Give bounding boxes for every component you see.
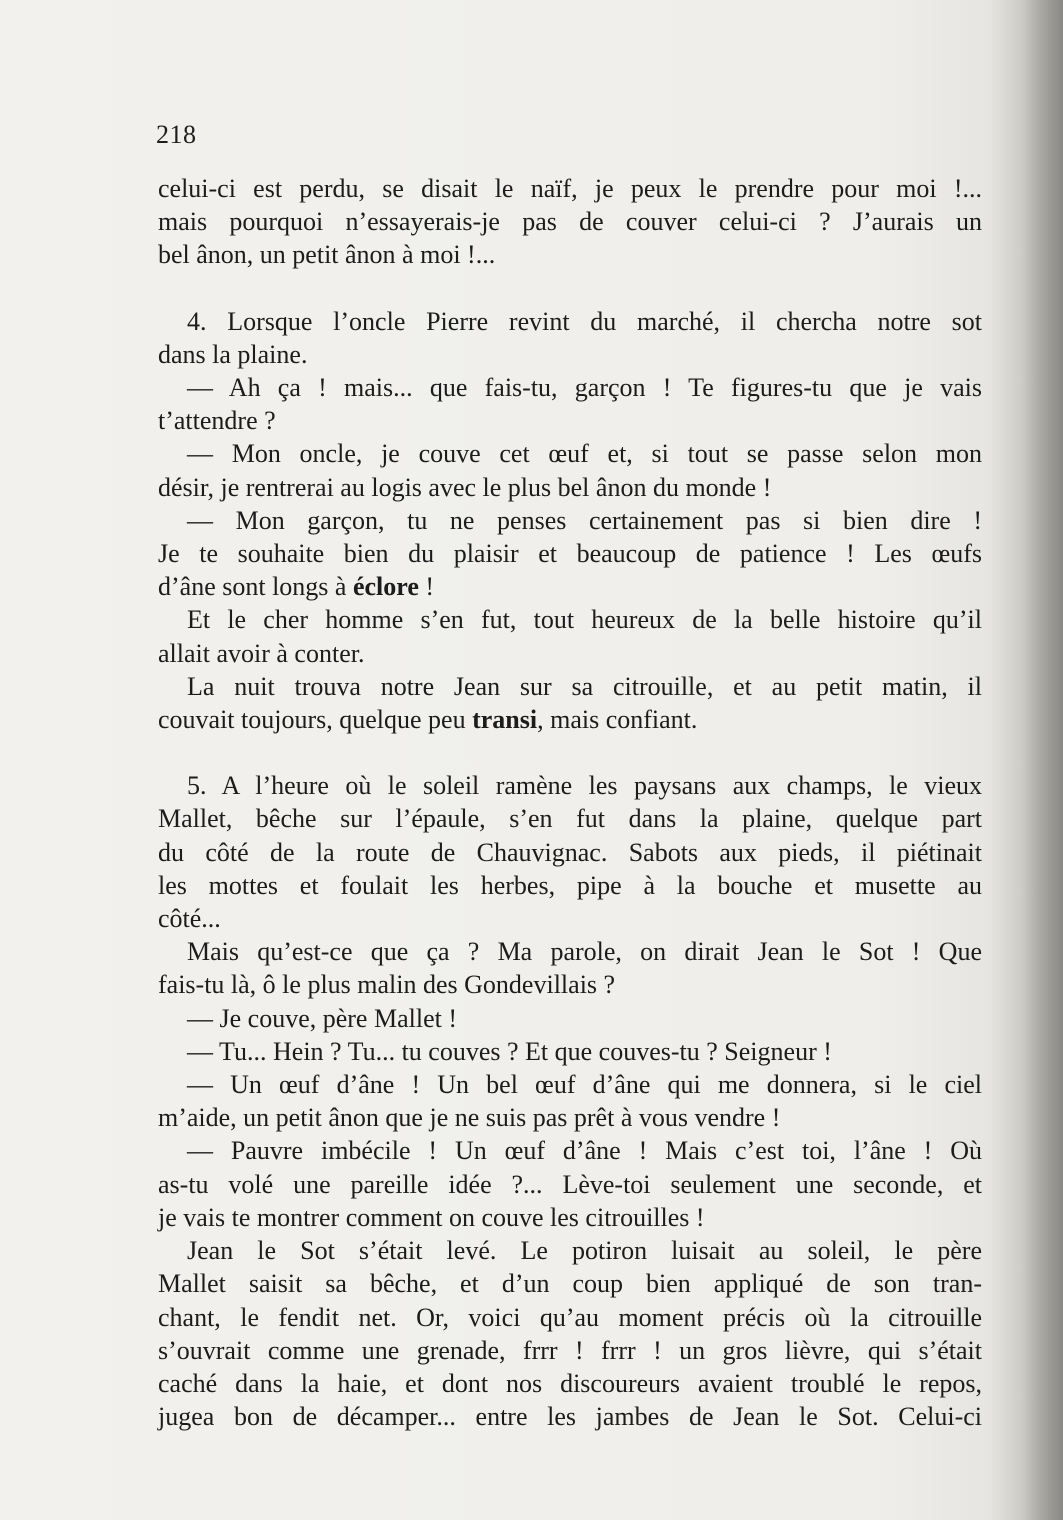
paragraph bbox=[158, 1134, 982, 1234]
text-line: Je te souhaite bien du plaisir et beaucoup de patience ! Les œufs bbox=[158, 539, 982, 569]
paragraph bbox=[158, 935, 982, 1001]
text-line: t’attendre ? bbox=[158, 406, 276, 436]
bold-word: éclore bbox=[352, 572, 419, 602]
text-line: Et le cher homme s’en fut, tout heureux de la belle histoire qu’il bbox=[187, 605, 982, 635]
text-line: — Pauvre imbécile ! Un œuf d’âne ! Mais c’est toi, l’âne ! Où bbox=[187, 1136, 982, 1166]
text-line: fais-tu là, ô le plus malin des Gondevillais ? bbox=[158, 970, 616, 1000]
text-line: je vais te montrer comment on couve les citrouilles ! bbox=[158, 1202, 705, 1232]
text-line: — Je couve, père Mallet ! bbox=[187, 1003, 458, 1033]
text-line: chant, le fendit net. Or, voici qu’au moment précis où la citrouille bbox=[158, 1302, 982, 1332]
text-line: Mais qu’est-ce que ça ? Ma parole, on dirait Jean le Sot ! Que bbox=[187, 937, 982, 967]
text-line: m’aide, un petit ânon que je ne suis pas prêt à vous vendre ! bbox=[158, 1103, 781, 1133]
text-line: celui-ci est perdu, se disait le naïf, je peux le prendre pour moi !... bbox=[158, 174, 982, 203]
text-line: jugea bon de décamper... entre les jambes de Jean le Sot. Celui-ci bbox=[158, 1402, 982, 1432]
text-line: allait avoir à conter. bbox=[158, 638, 365, 668]
text-line: dans la plaine. bbox=[158, 339, 308, 369]
text-line: Jean le Sot s’était levé. Le potiron luisait au soleil, le père bbox=[187, 1236, 982, 1266]
paragraph bbox=[158, 305, 982, 371]
paragraph bbox=[158, 371, 982, 437]
text-line: 4. Lorsque l’oncle Pierre revint du marché, il chercha notre sot bbox=[187, 306, 982, 336]
text-line: du côté de la route de Chauvignac. Sabots aux pieds, il piétinait bbox=[158, 837, 982, 867]
paragraph bbox=[158, 1035, 982, 1068]
text-line: les mottes et foulait les herbes, pipe à la bouche et musette au bbox=[158, 870, 982, 900]
text-line: Mallet saisit sa bêche, et d’un coup bien appliqué de son tran- bbox=[158, 1269, 982, 1299]
text-line: côté... bbox=[158, 904, 221, 934]
text-line: — Mon oncle, je couve cet œuf et, si tout se passe selon mon bbox=[187, 439, 982, 469]
paragraph bbox=[158, 603, 982, 669]
text-line: couvait toujours, quelque peu transi, mais confiant. bbox=[158, 705, 698, 735]
page-number: 218 bbox=[156, 120, 197, 149]
text-line: bel ânon, un petit ânon à moi !... bbox=[158, 240, 496, 270]
paragraph bbox=[158, 172, 982, 272]
paragraph bbox=[158, 437, 982, 503]
text-line: La nuit trouva notre Jean sur sa citrouille, et au petit matin, il bbox=[187, 671, 982, 701]
text-line: — Ah ça ! mais... que fais-tu, garçon ! Te figures-tu que je vais bbox=[187, 373, 982, 403]
text-line: — Mon garçon, tu ne penses certainement pas si bien dire ! bbox=[187, 505, 982, 535]
text-line: d’âne sont longs à éclore ! bbox=[158, 572, 435, 602]
text-line: — Un œuf d’âne ! Un bel œuf d’âne qui me donnera, si le ciel bbox=[187, 1070, 982, 1100]
paragraph bbox=[158, 1002, 982, 1035]
page-text bbox=[158, 172, 982, 1433]
text-line: as-tu volé une pareille idée ?... Lève-toi seulement une seconde, et bbox=[158, 1169, 982, 1199]
text-line: — Tu... Hein ? Tu... tu couves ? Et que couves-tu ? Seigneur ! bbox=[187, 1036, 832, 1066]
paragraph bbox=[158, 769, 982, 935]
paragraph bbox=[158, 670, 982, 736]
text-line: 5. A l’heure où le soleil ramène les paysans aux champs, le vieux bbox=[187, 771, 982, 801]
text-line: mais pourquoi n’essayerais-je pas de couver celui-ci ? J’aurais un bbox=[158, 207, 982, 237]
text-line: désir, je rentrerai au logis avec le plus bel ânon du monde ! bbox=[158, 472, 772, 502]
text-line: s’ouvrait comme une grenade, frrr ! frrr ! un gros lièvre, qui s’était bbox=[158, 1335, 982, 1365]
text-line: caché dans la haie, et dont nos discoureurs avaient troublé le repos, bbox=[158, 1368, 982, 1398]
paragraph bbox=[158, 1234, 982, 1433]
text-line: Mallet, bêche sur l’épaule, s’en fut dans la plaine, quelque part bbox=[158, 804, 982, 834]
bold-word: transi bbox=[472, 705, 538, 735]
paragraph bbox=[158, 504, 982, 604]
paragraph bbox=[158, 1068, 982, 1134]
